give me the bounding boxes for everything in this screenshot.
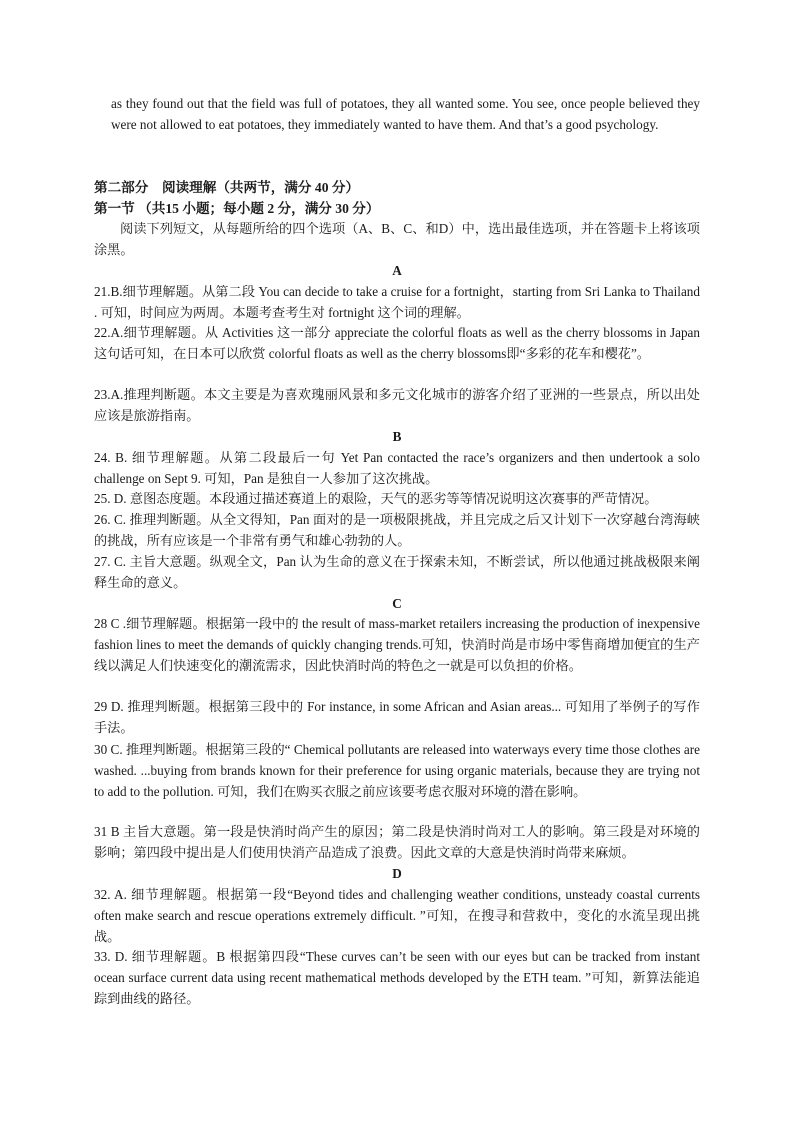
section1-heading: 第一节 （共15 小题；每小题 2 分，满分 30 分）: [94, 201, 380, 216]
answer-24: 24. B. 细节理解题。从第二段最后一句 Yet Pan contacted the race’s organizers and then undertook a solo challenge on Sept 9. 可知，Pan 是独自一人参加了这次挑战。: [94, 450, 700, 486]
answer-31: 31 B 主旨大意题。第一段是快消时尚产生的原因；第二段是快消时尚对工人的影响。第三段是对环境的影响；第四段中提出是人们使用快消产品造成了浪费。因此文章的大意是快消时尚带来麻烦。: [94, 824, 700, 860]
answer-26: 26. C. 推理判断题。从全文得知，Pan 面对的是一项极限挑战，并且完成之后又计划下一次穿越台湾海峡的挑战，所有应该是一个非常有勇气和雄心勃勃的人。: [94, 512, 700, 548]
passage-label-a: A: [392, 263, 402, 278]
instructions: 阅读下列短文，从每题所给的四个选项（A、B、C、和D）中，选出最佳选项，并在答题卡上将该项涂黑。: [94, 221, 700, 257]
intro-paragraph: as they found out that the field was full of potatoes, they all wanted some. You see, once people believed they were not allowed to eat potatoes, they immediately wanted to have them. And that’s a good psychology.: [111, 96, 700, 132]
part2-heading: 第二部分 阅读理解（共两节，满分 40 分）: [94, 180, 360, 195]
answer-32: 32. A. 细节理解题。根据第一段“Beyond tides and challenging weather conditions, unsteady coastal currents often make search and rescue operations extremely difficult. ”可知，在搜寻和营救中，变化的水流呈现出挑战。: [94, 887, 700, 944]
answer-33: 33. D. 细节理解题。B 根据第四段“These curves can’t be seen with our eyes but can be tracked from instant ocean surface current data using recent mathematical methods developed by the ETH team. ”可知，新算法能追踪到曲线的路径。: [94, 949, 700, 1006]
answer-28: 28 C .细节理解题。根据第一段中的 the result of mass-market retailers increasing the production of inexpensive fashion lines to meet the demands of quickly changing trends.可知，快消时尚是市场中零售商增加便宜的生产线以满足人们快速变化的潮流需求，因此快消时尚的特色之一就是可以负担的价格。: [94, 616, 700, 673]
passage-label-b: B: [392, 429, 402, 444]
passage-label-d: D: [392, 866, 402, 881]
passage-label-c: C: [392, 596, 402, 611]
answer-23: 23.A.推理判断题。本文主要是为喜欢瑰丽风景和多元文化城市的游客介绍了亚洲的一些景点，所以出处应该是旅游指南。: [94, 387, 700, 423]
answer-27: 27. C. 主旨大意题。纵观全文，Pan 认为生命的意义在于探索未知，不断尝试，所以他通过挑战极限来阐释生命的意义。: [94, 554, 700, 590]
answer-29: 29 D. 推理判断题。根据第三段中的 For instance, in some African and Asian areas... 可知用了举例子的写作手法。: [94, 699, 700, 735]
answer-25: 25. D. 意图态度题。本段通过描述赛道上的艰险，天气的恶劣等等情况说明这次赛事的严苛情况。: [94, 491, 658, 506]
answer-30: 30 C. 推理判断题。根据第三段的“ Chemical pollutants are released into waterways every time those clothes are washed. ...buying from brands known for their preference for using organic materials, because they are trying not to add to the pollution. 可知，我们在购买衣服之前应该要考虑衣服对环境的潜在影响。: [94, 742, 700, 799]
answer-21: 21.B.细节理解题。从第二段 You can decide to take a cruise for a fortnight，starting from Sri Lanka to Thailand . 可知，时间应为两周。本题考查考生对 fortnight 这个词的理解。: [94, 284, 700, 320]
answer-22: 22.A.细节理解题。从 Activities 这一部分 appreciate the colorful floats as well as the cherry blossoms in Japan 这句话可知，在日本可以欣赏 colorful floats as well as the cherry blossoms即“多彩的花车和樱花”。: [94, 325, 700, 361]
